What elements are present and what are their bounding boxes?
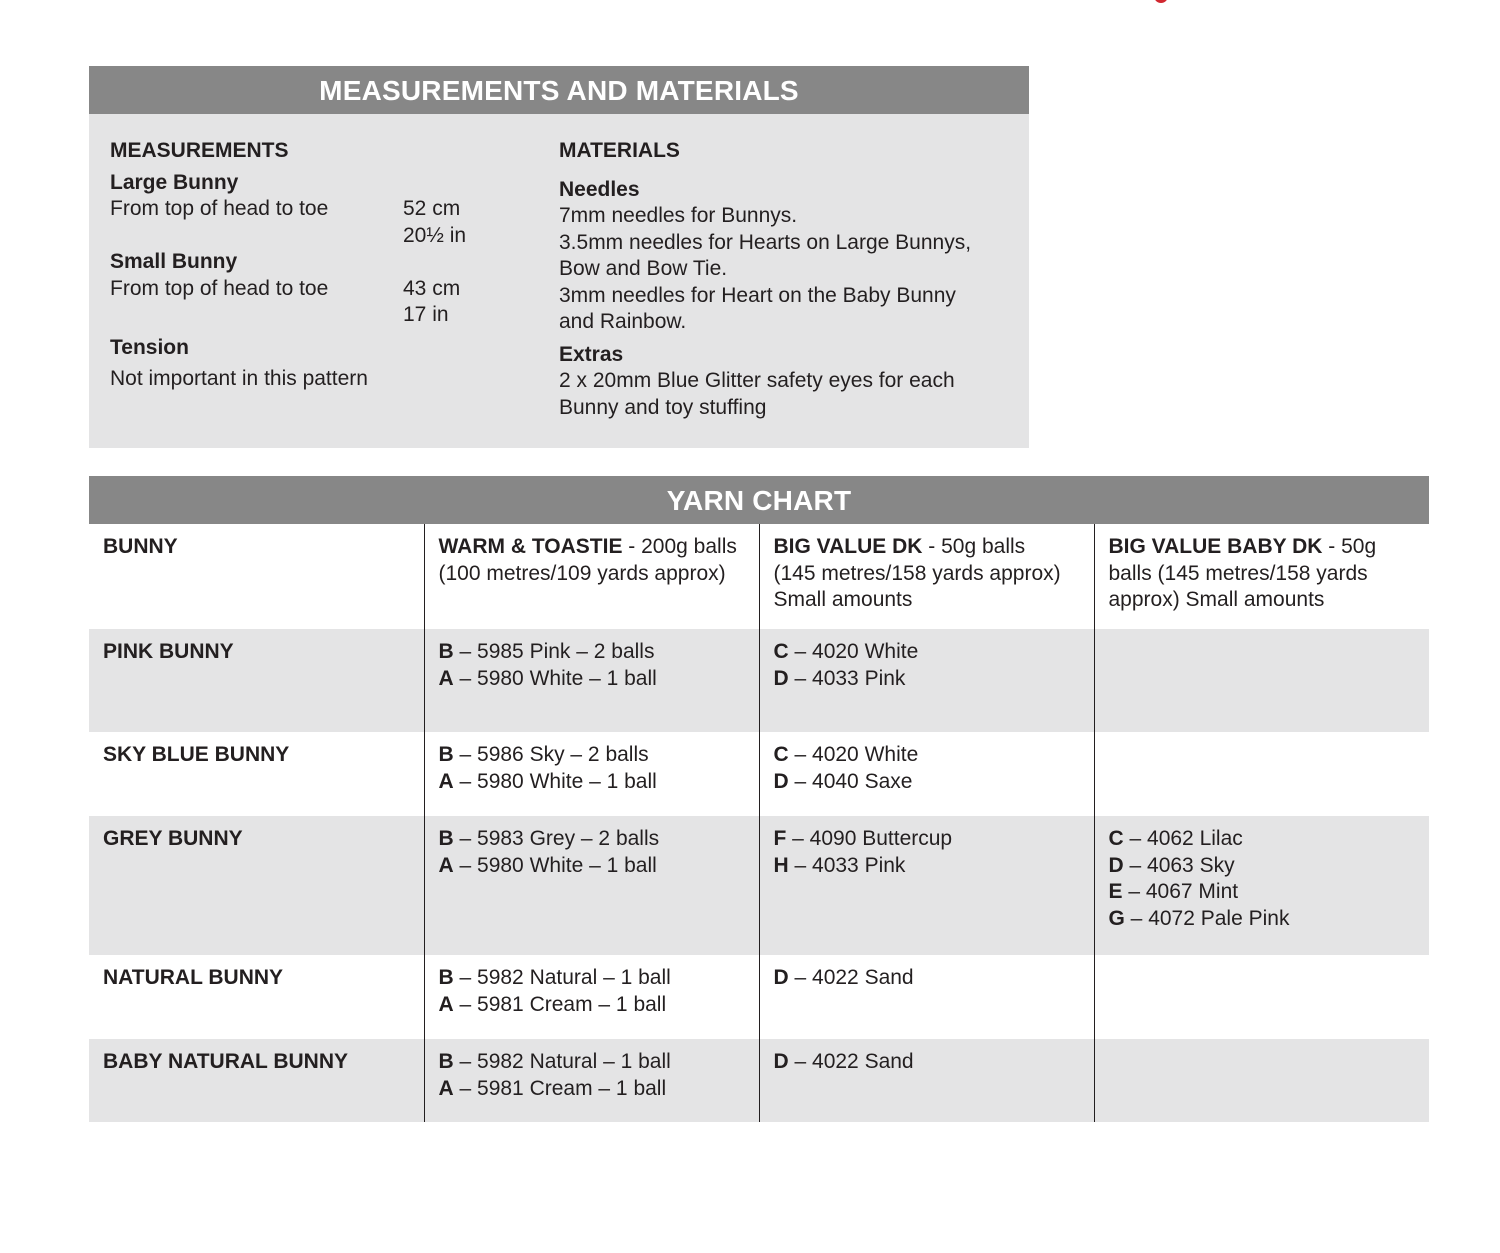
table-row: PINK BUNNY B – 5985 Pink – 2 balls A – 5980 White – 1 ball C – 4020 White D – 4033 Pink bbox=[89, 629, 1429, 732]
yarn-table bbox=[89, 524, 1429, 1122]
bunny-name: SKY BLUE BUNNY bbox=[103, 743, 290, 766]
header-big-value-baby-dk: BIG VALUE BABY DK - 50g balls (145 metres/158 yards approx) Small amounts bbox=[1094, 524, 1429, 629]
tension-title: Tension bbox=[110, 335, 189, 359]
decorative-mark bbox=[1154, 0, 1168, 3]
large-bunny-size-in bbox=[110, 223, 540, 250]
size-cm: 43 cm bbox=[403, 276, 461, 300]
yarn-chart-title: YARN CHART bbox=[89, 476, 1429, 524]
extras-line: 2 x 20mm Blue Glitter safety eyes for each bbox=[559, 369, 955, 392]
size-in: 17 in bbox=[403, 303, 449, 326]
materials-heading: MATERIALS bbox=[559, 139, 680, 162]
header-bunny: BUNNY bbox=[103, 535, 178, 558]
extras-title: Extras bbox=[559, 342, 624, 366]
needles-line: 7mm needles for Bunnys. bbox=[559, 204, 798, 227]
table-row: GREY BUNNY B – 5983 Grey – 2 balls A – 5980 White – 1 ball F – 4090 Buttercup H – 4033 Pink C – 4062 Lilac D – 4063 Sky E – 4067 Mint G – 4072 Pale Pink bbox=[89, 816, 1429, 955]
bunny-name: PINK BUNNY bbox=[103, 640, 234, 663]
measurements-heading: MEASUREMENTS bbox=[110, 139, 289, 162]
needles-line: 3mm needles for Heart on the Baby Bunny bbox=[559, 283, 956, 307]
bunny-name: GREY BUNNY bbox=[103, 827, 243, 850]
large-bunny-size bbox=[110, 196, 540, 223]
yarn-chart bbox=[89, 476, 1429, 1122]
tension-text: Not important in this pattern bbox=[110, 367, 368, 390]
measurements-column bbox=[110, 138, 540, 393]
table-row: SKY BLUE BUNNY B – 5986 Sky – 2 balls A – 5980 White – 1 ball C – 4020 White D – 4040 Saxe bbox=[89, 732, 1429, 816]
section-title: MEASUREMENTS AND MATERIALS bbox=[89, 66, 1029, 114]
small-bunny-size-in bbox=[110, 302, 540, 329]
table-row: BABY NATURAL BUNNY B – 5982 Natural – 1 ball A – 5981 Cream – 1 ball D – 4022 Sand bbox=[89, 1039, 1429, 1122]
small-bunny-size bbox=[110, 276, 540, 303]
needles-title: Needles bbox=[559, 177, 640, 201]
bunny-name: BABY NATURAL BUNNY bbox=[103, 1050, 349, 1073]
size-label: From top of head to toe bbox=[110, 197, 329, 220]
large-bunny-title: Large Bunny bbox=[110, 170, 239, 194]
materials-column bbox=[559, 138, 1019, 421]
measurements-materials-panel bbox=[89, 66, 1029, 448]
bunny-name: NATURAL BUNNY bbox=[103, 966, 284, 989]
needles-line: Bow and Bow Tie. bbox=[559, 257, 728, 280]
header-big-value-dk: BIG VALUE DK - 50g balls (145 metres/158 yards approx) Small amounts bbox=[759, 524, 1094, 629]
size-in: 20½ in bbox=[403, 223, 467, 247]
header-warm-toastie: WARM & TOASTIE - 200g balls (100 metres/109 yards approx) bbox=[424, 524, 759, 629]
size-cm: 52 cm bbox=[403, 197, 461, 220]
small-bunny-title: Small Bunny bbox=[110, 250, 238, 273]
needles-line: and Rainbow. bbox=[559, 310, 687, 333]
yarn-table-header-row bbox=[89, 524, 1429, 629]
table-row: NATURAL BUNNY B – 5982 Natural – 1 ball A – 5981 Cream – 1 ball D – 4022 Sand bbox=[89, 955, 1429, 1039]
extras-line: Bunny and toy stuffing bbox=[559, 395, 767, 419]
needles-line: 3.5mm needles for Hearts on Large Bunnys, bbox=[559, 230, 972, 254]
size-label: From top of head to toe bbox=[110, 276, 329, 300]
